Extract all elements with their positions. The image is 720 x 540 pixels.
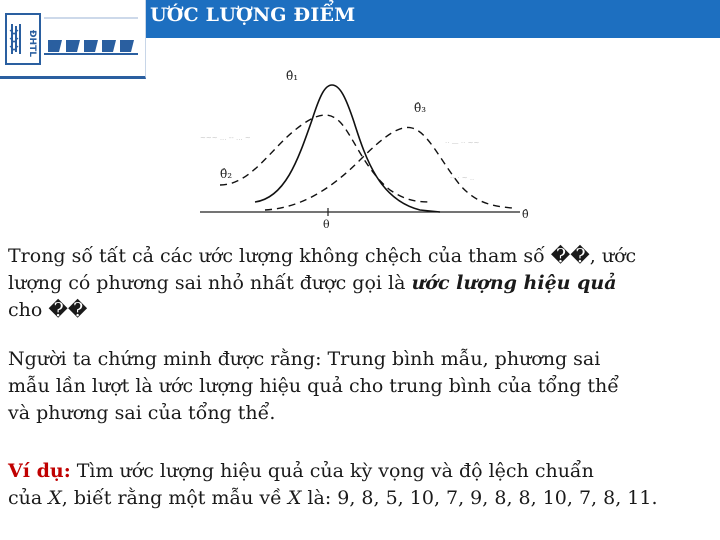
definition-text: lượng có phương sai nhỏ nhất được gọi là [8,272,412,294]
variable-x-2: X [287,487,302,509]
label-theta-axis: θ̂ [522,208,529,221]
definition-paragraph [8,243,716,324]
label-theta: θ [323,218,330,231]
logo-graphic [4,10,140,68]
label-theta3: θ̂₃ [414,101,427,115]
example-colon: : [63,460,71,482]
example-line-2 [8,485,716,512]
svg-text:-- · ~ ..: -- · ~ .. [450,174,475,182]
definition-line-2 [8,270,716,297]
example-paragraph [8,458,716,512]
estimator-distribution-figure [200,50,560,240]
variable-x: X [48,487,62,509]
definition-line-1: Trong số tất cả các ước lượng không chệch của tham số ��, ước [8,245,637,267]
example-text-b: , biết rằng một mẫu về [61,487,288,509]
theorem-line-3: và phương sai của tổng thể. [8,402,276,424]
curve-theta1 [255,85,440,212]
theorem-paragraph [8,346,716,427]
example-sample-values: là: 9, 8, 5, 10, 7, 9, 8, 8, 10, 7, 8, 11. [301,487,658,509]
example-text: Tìm ước lượng hiệu quả của kỳ vọng và độ lệch chuẩn [70,460,594,482]
theorem-line-1: Người ta chứng minh được rằng: Trung bình mẫu, phương sai [8,348,601,370]
example-line-1 [8,458,716,485]
definition-line-3: cho �� [8,299,88,321]
example-label: Ví dụ [8,460,64,482]
efficient-estimator-term: ước lượng hiệu quả [411,272,617,294]
logo [0,0,146,79]
label-theta2: θ̂₂ [220,167,233,181]
page-title: ƯỚC LƯỢNG ĐIỂM [150,4,356,26]
example-text-a: của [8,487,49,509]
svg-text:·· — ·· ~~: ·· — ·· ~~ [445,139,480,147]
logo-text: ĐHTL [27,30,37,57]
label-theta1: θ̂₁ [286,69,299,83]
svg-text:~~~ ... -- ... ~: ~~~ ... -- ... ~ [200,134,251,142]
theorem-line-2: mẫu lần lượt là ước lượng hiệu quả cho trung bình của tổng thể [8,375,619,397]
